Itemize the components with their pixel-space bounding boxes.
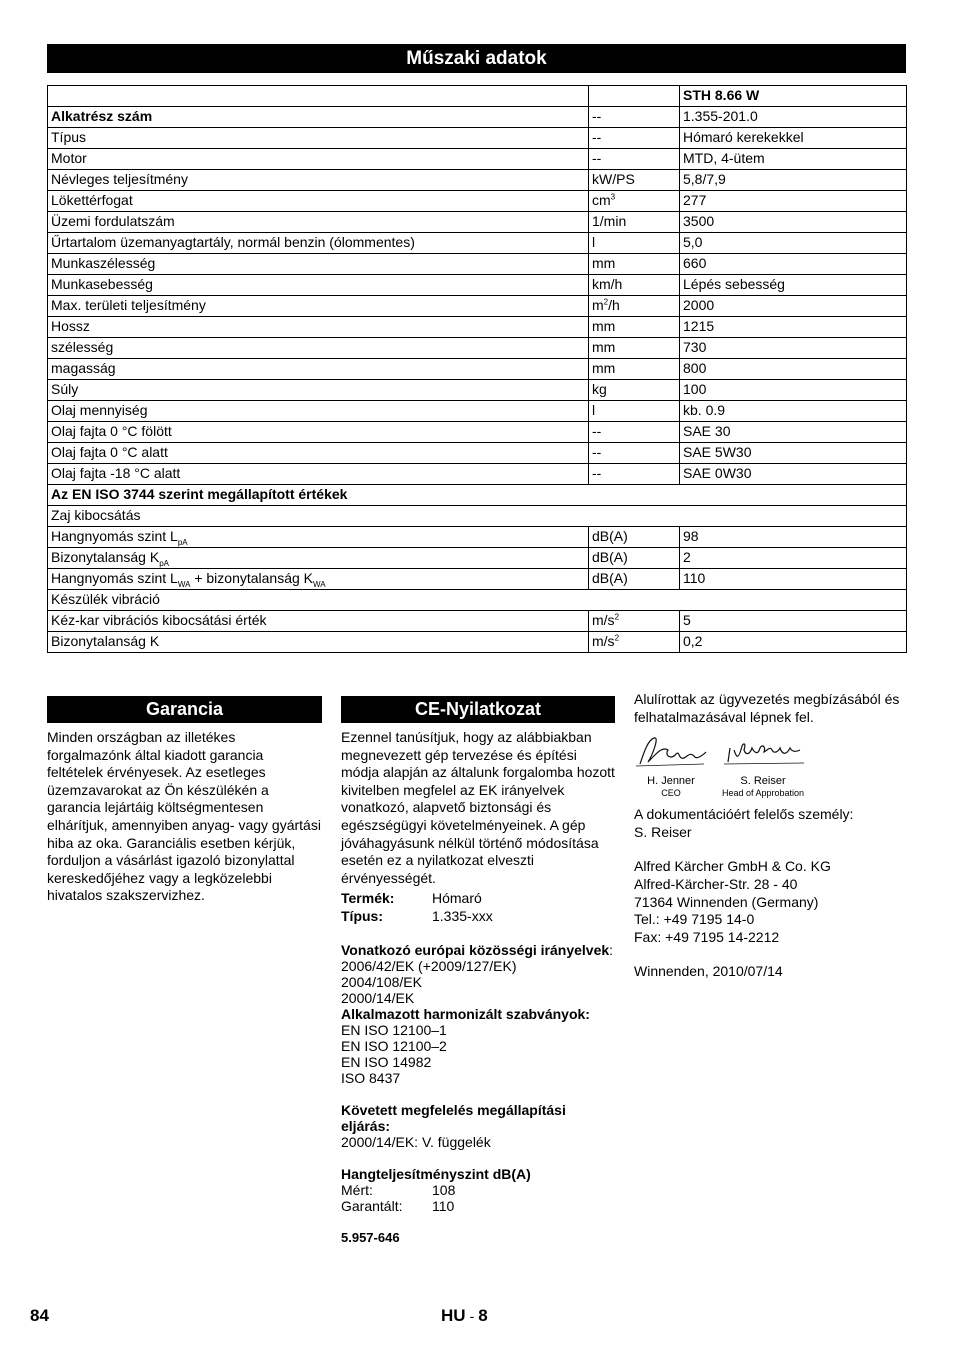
ce-sound-label: Hangteljesítményszint dB(A)	[341, 1165, 531, 1182]
spec-unit: kW/PS	[592, 171, 635, 187]
spec-unit-cell	[589, 443, 680, 464]
spec-unit: dB(A)	[592, 570, 628, 586]
spec-unit: cm	[592, 192, 611, 208]
spec-unit: mm	[592, 255, 616, 271]
spec-unit: m/s	[592, 612, 615, 628]
ce-directives-colon: :	[609, 941, 614, 958]
signature-role-reiser: Head of Approbation	[721, 787, 805, 798]
ce-directives-block	[341, 942, 616, 1246]
spec-label: Súly	[51, 381, 79, 397]
spec-label: Bizonytalanság K	[51, 633, 160, 649]
spec-label-subscript: WA	[313, 579, 326, 589]
spec-label-cell	[48, 107, 589, 128]
spec-label-cell	[48, 275, 589, 296]
table-row	[48, 590, 907, 611]
spec-value: 660	[680, 254, 907, 275]
table-row	[48, 191, 907, 212]
spec-value: kb. 0.9	[680, 401, 907, 422]
company-fax: Fax: +49 7195 14-2212	[634, 928, 780, 945]
spec-label-cell	[48, 359, 589, 380]
spec-unit: --	[592, 444, 602, 460]
spec-label-cell	[48, 296, 589, 317]
company-name: Alfred Kärcher GmbH & Co. KG	[634, 858, 831, 875]
spec-unit-cell	[589, 191, 680, 212]
spec-label: Munkaszélesség	[51, 255, 156, 271]
spec-unit: m/s	[592, 633, 615, 649]
spec-label-cell	[48, 569, 589, 590]
table-row	[48, 359, 907, 380]
spec-value: 5,0	[680, 233, 907, 254]
spec-label-cell	[48, 170, 589, 191]
spec-value: 2	[680, 548, 907, 569]
spec-unit: --	[592, 423, 602, 439]
spec-label-cell	[48, 506, 907, 527]
ce-guaranteed-row	[341, 1198, 616, 1214]
spec-label-cell	[48, 548, 589, 569]
ce-directive-item: 2006/42/EK (+2009/127/EK)	[341, 957, 517, 974]
spec-unit-suffix: /h	[608, 297, 620, 313]
signature-name-reiser: S. Reiser	[740, 774, 786, 787]
spec-value: Hómaró kerekekkel	[680, 128, 907, 149]
spec-label-cell	[48, 590, 907, 611]
spec-label: Hangnyomás szint L	[51, 528, 178, 544]
spec-unit-cell	[589, 170, 680, 191]
spec-label-cell	[48, 380, 589, 401]
ce-doc-number: 5.957-646	[341, 1229, 400, 1245]
spec-value: 5,8/7,9	[680, 170, 907, 191]
ce-product-value: Hómaró	[432, 890, 482, 907]
spec-unit: --	[592, 465, 602, 481]
spec-label: Típus	[51, 129, 87, 145]
spec-unit-cell	[589, 548, 680, 569]
spec-unit-cell	[589, 611, 680, 632]
spec-label: Olaj fajta 0 °C fölött	[51, 423, 172, 439]
spec-value: 5	[680, 611, 907, 632]
spec-unit-cell	[589, 632, 680, 653]
section-title-specs: Műszaki adatok	[47, 44, 906, 73]
garancia-text: Minden országban az illetékes forgalmazónk által kiadott garancia feltételek érvényesek. Az esetleges üzemzavarokat az Ön készülékén a garancia lejártáig költségmentesen elhárítjuk, amennyiben anyag- vagy gyártási hiba az oka. Garanciális esetben kérjük, forduljon a vásárlást igazoló bizonylattal kereskedőjéhez vagy a legközelebbi hivatalos szakszervizhez.	[47, 729, 321, 904]
spec-unit-cell	[589, 359, 680, 380]
table-row	[48, 401, 907, 422]
table-row	[48, 170, 907, 191]
spec-label: szélesség	[51, 339, 114, 355]
spec-label: Bizonytalanság K	[51, 549, 160, 565]
spec-label-cell	[48, 527, 589, 548]
spec-label-subscript: WA	[177, 579, 191, 589]
table-row	[48, 212, 907, 233]
spec-label: Alkatrész szám	[51, 108, 153, 124]
spec-value: 110	[680, 569, 907, 590]
table-row	[48, 317, 907, 338]
spec-label-cell	[48, 611, 589, 632]
ce-directives-label: Vonatkozó európai közösségi irányelvek	[341, 941, 610, 958]
spec-unit: dB(A)	[592, 528, 628, 544]
spec-unit-cell	[589, 296, 680, 317]
spec-unit-cell	[589, 569, 680, 590]
ce-procedure-label: Követett megfelelés megállapítási eljárás:	[341, 1101, 566, 1134]
spec-label: Motor	[51, 150, 87, 166]
table-row	[48, 128, 907, 149]
spec-unit: --	[592, 150, 602, 166]
table-row	[48, 464, 907, 485]
spec-label: Névleges teljesítmény	[51, 171, 188, 187]
company-city: 71364 Winnenden (Germany)	[634, 893, 819, 910]
spec-unit-cell	[589, 338, 680, 359]
signature-jenner	[634, 734, 708, 799]
table-row	[48, 233, 907, 254]
spec-value: 730	[680, 338, 907, 359]
spec-unit-cell	[589, 149, 680, 170]
spec-label: Az EN ISO 3744 szerint megállapított értékek	[51, 486, 348, 502]
spec-unit: m	[592, 297, 604, 313]
spec-unit: l	[592, 402, 596, 418]
spec-unit-cell	[589, 254, 680, 275]
place-date: Winnenden, 2010/07/14	[634, 963, 783, 980]
spec-label-cell	[48, 149, 589, 170]
spec-unit-superscript: 2	[614, 612, 620, 622]
spec-label: Olaj mennyiség	[51, 402, 148, 418]
specs-table	[47, 85, 907, 653]
language-page-number: 8	[478, 1306, 488, 1325]
spec-label-cell	[48, 464, 589, 485]
table-row	[48, 275, 907, 296]
spec-unit-superscript: 2	[603, 297, 609, 307]
spec-unit-superscript: 2	[614, 633, 620, 643]
spec-label-subscript: pA	[159, 558, 169, 568]
spec-unit-cell	[589, 107, 680, 128]
table-row	[48, 548, 907, 569]
table-row	[48, 107, 907, 128]
company-street: Alfred-Kärcher-Str. 28 - 40	[634, 875, 798, 892]
spec-label: Hangnyomás szint L	[51, 570, 178, 586]
ce-intro: Ezennel tanúsítjuk, hogy az alábbiakban megnevezett gép tervezése és építési módja alapján az általunk forgalomba hozott kivitelben megfelel az EK irányelvek vonatkozó, alapvető biztonsági és egészségügyi követelményeinek. A gép jóváhagyásunk nélkül történő módosítása esetén ez a nyilatkozat elveszti érvényességét.	[341, 729, 615, 886]
ce-directive-item: 2004/108/EK	[341, 973, 422, 990]
spec-label-suffix: + bizonytalanság K	[190, 570, 314, 586]
spec-unit-cell	[589, 401, 680, 422]
spec-label-cell	[48, 128, 589, 149]
ce-declaration	[341, 729, 616, 1246]
spec-unit-cell	[589, 380, 680, 401]
ce-guaranteed-label: Garantált:	[341, 1197, 403, 1214]
table-header-empty	[589, 86, 680, 107]
spec-value: 100	[680, 380, 907, 401]
ce-standard-item: EN ISO 12100–2	[341, 1037, 447, 1054]
spec-label: Max. területi teljesítmény	[51, 297, 206, 313]
ce-procedure-value: 2000/14/EK: V. függelék	[341, 1133, 491, 1150]
table-row	[48, 254, 907, 275]
table-header-empty	[48, 86, 589, 107]
table-row	[48, 149, 907, 170]
spec-label-cell	[48, 401, 589, 422]
spec-value: MTD, 4-ütem	[680, 149, 907, 170]
ce-standard-item: EN ISO 14982	[341, 1053, 432, 1070]
language-separator: -	[469, 1308, 475, 1324]
signatures	[634, 734, 914, 798]
spec-label: Lökettérfogat	[51, 192, 133, 208]
spec-label: Űrtartalom üzemanyagtartály, normál benzin (ólommentes)	[51, 234, 415, 250]
spec-label-cell	[48, 443, 589, 464]
spec-label-cell	[48, 317, 589, 338]
ce-product-label: Termék:	[341, 890, 395, 907]
spec-value: SAE 0W30	[680, 464, 907, 485]
ce-measured-label: Mért:	[341, 1181, 373, 1198]
spec-unit-cell	[589, 422, 680, 443]
table-row	[48, 296, 907, 317]
spec-unit: mm	[592, 318, 616, 334]
spec-unit-superscript: 3	[610, 192, 616, 202]
spec-label-subscript: pA	[177, 537, 188, 547]
table-row	[48, 632, 907, 653]
spec-unit-cell	[589, 317, 680, 338]
ce-product-row	[341, 890, 616, 908]
ce-standard-item: EN ISO 12100–1	[341, 1021, 447, 1038]
page-number: 84	[30, 1306, 49, 1325]
ce-type-row	[341, 908, 616, 926]
signature-reiser	[720, 734, 806, 799]
ce-type-value: 1.335-xxx	[432, 907, 493, 924]
spec-value: 800	[680, 359, 907, 380]
model-header: STH 8.66 W	[680, 86, 907, 107]
ce-directive-item: 2000/14/EK	[341, 989, 415, 1006]
spec-unit: --	[592, 129, 602, 145]
spec-unit-cell	[589, 527, 680, 548]
spec-label-cell	[48, 212, 589, 233]
spec-label: Olaj fajta -18 °C alatt	[51, 465, 181, 481]
spec-value: SAE 30	[680, 422, 907, 443]
table-row	[48, 485, 907, 506]
signatory-intro: Alulírottak az ügyvezetés megbízásából és felhatalmazásával lépnek fel.	[634, 691, 900, 725]
spec-unit: 1/min	[592, 213, 627, 229]
signature-role-jenner: CEO	[661, 787, 681, 798]
table-row	[48, 443, 907, 464]
ce-measured-row	[341, 1182, 616, 1198]
spec-value: 2000	[680, 296, 907, 317]
spec-label: magasság	[51, 360, 116, 376]
spec-value: 1.355-201.0	[680, 107, 907, 128]
language-page-label	[441, 1306, 488, 1326]
spec-unit-cell	[589, 128, 680, 149]
spec-unit-cell	[589, 275, 680, 296]
signatory-column	[634, 691, 914, 981]
ce-standard-item: ISO 8437	[341, 1069, 401, 1086]
spec-label-cell	[48, 485, 907, 506]
spec-unit: mm	[592, 339, 616, 355]
signature-name-jenner: H. Jenner	[647, 774, 695, 787]
spec-unit: l	[592, 234, 596, 250]
table-row	[48, 506, 907, 527]
spec-label-cell	[48, 254, 589, 275]
spec-unit-cell	[589, 212, 680, 233]
spec-label-cell	[48, 191, 589, 212]
spec-unit: km/h	[592, 276, 623, 292]
spec-label-cell	[48, 233, 589, 254]
table-row	[48, 611, 907, 632]
company-tel: Tel.: +49 7195 14-0	[634, 911, 755, 928]
spec-value: 98	[680, 527, 907, 548]
spec-label: Kéz-kar vibrációs kibocsátási érték	[51, 612, 267, 628]
ce-type-label: Típus:	[341, 907, 383, 924]
spec-label-cell	[48, 338, 589, 359]
spec-unit-cell	[589, 464, 680, 485]
table-header-row	[48, 86, 907, 107]
ce-guaranteed-value: 110	[432, 1197, 455, 1214]
spec-label: Üzemi fordulatszám	[51, 213, 175, 229]
table-row	[48, 422, 907, 443]
spec-label-cell	[48, 632, 589, 653]
spec-unit-cell	[589, 233, 680, 254]
spec-unit: --	[592, 108, 602, 124]
spec-label: Hossz	[51, 318, 90, 334]
spec-value: 3500	[680, 212, 907, 233]
doc-responsible-name: S. Reiser	[634, 823, 692, 840]
spec-unit: kg	[592, 381, 607, 397]
spec-value: SAE 5W30	[680, 443, 907, 464]
spec-unit: mm	[592, 360, 616, 376]
spec-label: Zaj kibocsátás	[51, 507, 141, 523]
language-code: HU	[441, 1306, 466, 1325]
doc-responsible-label: A dokumentációért felelős személy:	[634, 806, 854, 823]
spec-value: Lépés sebesség	[680, 275, 907, 296]
spec-label: Olaj fajta 0 °C alatt	[51, 444, 168, 460]
ce-standards-label: Alkalmazott harmonizált szabványok:	[341, 1005, 590, 1022]
spec-label-cell	[48, 422, 589, 443]
table-row	[48, 338, 907, 359]
handwritten-signature-icon	[634, 734, 708, 770]
spec-value: 1215	[680, 317, 907, 338]
handwritten-signature-icon	[720, 734, 806, 770]
table-row	[48, 527, 907, 548]
spec-label: Készülék vibráció	[51, 591, 160, 607]
spec-value: 277	[680, 191, 907, 212]
table-row	[48, 569, 907, 590]
spec-unit: dB(A)	[592, 549, 628, 565]
spec-value: 0,2	[680, 632, 907, 653]
table-row	[48, 380, 907, 401]
spec-label: Munkasebesség	[51, 276, 153, 292]
ce-measured-value: 108	[432, 1181, 456, 1198]
section-title-garancia: Garancia	[47, 696, 322, 723]
section-title-ce: CE-Nyilatkozat	[341, 696, 615, 723]
